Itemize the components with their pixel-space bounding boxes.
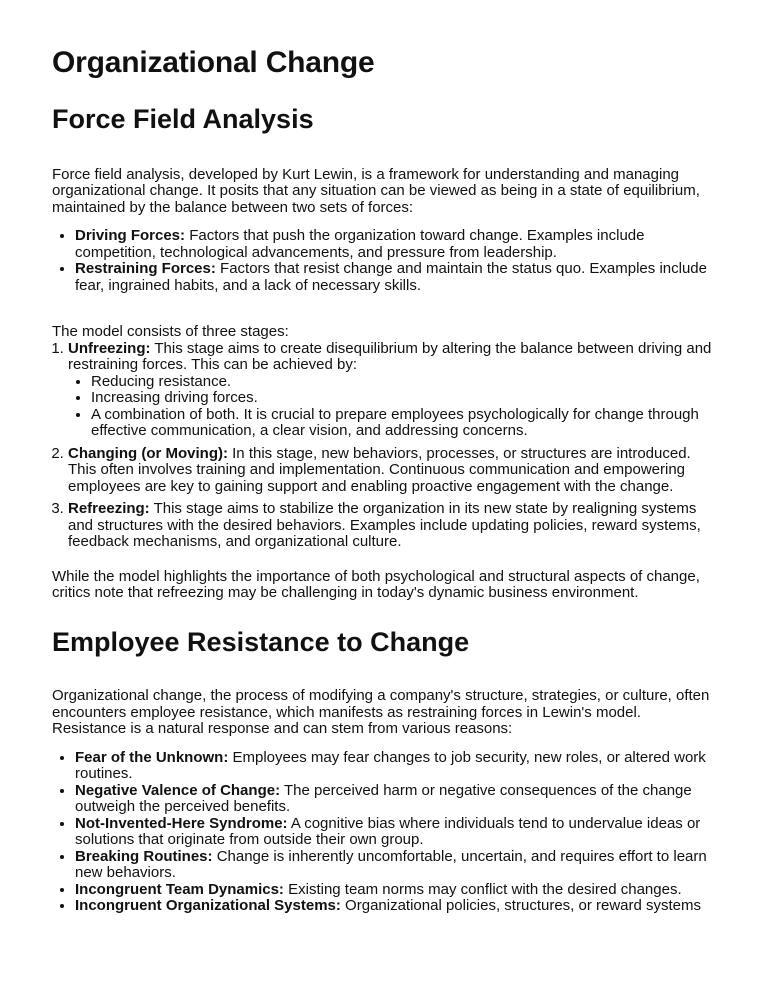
force-text: Factors that resist change and maintain the status quo. Examples include fear, ingrained habits, and a lack of necessary skills. [75, 260, 707, 294]
reason-term: Incongruent Organizational Systems: [75, 897, 341, 915]
reason-text: Existing team norms may conflict with the desired changes. [283, 880, 682, 898]
reason-term: Fear of the Unknown: [75, 748, 229, 766]
forces-list [52, 228, 716, 294]
list-item: • Increasing driving forces. [91, 390, 716, 407]
stage-term: Unfreezing: [68, 339, 151, 357]
reason-text: Organizational policies, structures, or reward systems [340, 897, 702, 915]
reasons-list [52, 750, 716, 915]
force-field-intro: Force field analysis, developed by Kurt Lewin, is a framework for understanding and managing organizational change. It posits that any situation can be viewed as being in a state of equilibrium, maintained by the balance between two sets of forces: [52, 165, 700, 216]
stage-term: Refreezing: [68, 500, 150, 518]
stage-item [68, 501, 716, 551]
page-title: Organizational Change [52, 46, 375, 79]
list-item [75, 898, 716, 915]
stage-text: In this stage, new behaviors, processes, or structures are introduced. This often involves training and implementation. Continuous communication and empowering employees are key to gaining support and enabling proactive engagement with the change. [68, 444, 691, 495]
reason-text: Employees may fear changes to job security, new roles, or altered work routines. [75, 748, 706, 783]
stage-text: This stage aims to create disequilibrium by altering the balance between driving and restraining forces. This can be achieved by: [68, 339, 712, 374]
force-term: Restraining Forces: [75, 260, 216, 278]
list-item: • A combination of both. It is crucial to prepare employees psychologically for change through effective communication, a clear vision, and addressing concerns. [91, 407, 716, 440]
force-text: Factors that push the organization toward change. Examples include competition, technological advancements, and pressure from leadership. [75, 227, 645, 261]
force-field-closing: While the model highlights the importance of both psychological and structural aspects of change, critics note that refreezing may be challenging in today's dynamic business environment. [52, 567, 700, 602]
stage-term: Changing (or Moving): [68, 444, 228, 462]
resistance-intro: Organizational change, the process of modifying a company's structure, strategies, or culture, often encounters employee resistance, which manifests as restraining forces in Lewin's model. Resistance is a natural response and can stem from various reasons: [52, 687, 710, 738]
list-item [75, 228, 716, 261]
stage-item [68, 446, 716, 496]
stage-sublist [68, 374, 716, 440]
force-field-section [52, 103, 716, 602]
reason-text: Change is inherently uncomfortable, uncertain, and requires effort to learn new behaviors. [75, 847, 707, 882]
list-item [75, 750, 716, 783]
reason-term: Incongruent Team Dynamics: [75, 880, 284, 898]
stages-list [52, 341, 716, 551]
list-item [75, 849, 716, 882]
list-item [75, 816, 716, 849]
stage-item [68, 341, 716, 440]
force-field-heading: Force Field Analysis [52, 103, 314, 134]
reason-term: Not-Invented-Here Syndrome: [75, 814, 288, 832]
reason-term: Breaking Routines: [75, 847, 213, 865]
force-term: Driving Forces: [75, 227, 186, 245]
list-item [75, 882, 716, 899]
reason-text: The perceived harm or negative consequences of the change outweigh the perceived benefits. [75, 781, 692, 816]
reason-term: Negative Valence of Change: [75, 781, 281, 799]
resistance-section [52, 626, 716, 915]
list-item: • Reducing resistance. [91, 374, 716, 391]
stage-text: This stage aims to stabilize the organization in its new state by realigning systems and structures with the desired behaviors. Examples include updating policies, reward systems, feedback mechanisms, and organizational culture. [68, 500, 701, 551]
list-item [75, 261, 716, 294]
resistance-heading: Employee Resistance to Change [52, 626, 470, 657]
reason-text: A cognitive bias where individuals tend to undervalue ideas or solutions that originate from outside their own group. [75, 814, 701, 849]
stages-intro: The model consists of three stages: [52, 323, 289, 341]
list-item [75, 783, 716, 816]
